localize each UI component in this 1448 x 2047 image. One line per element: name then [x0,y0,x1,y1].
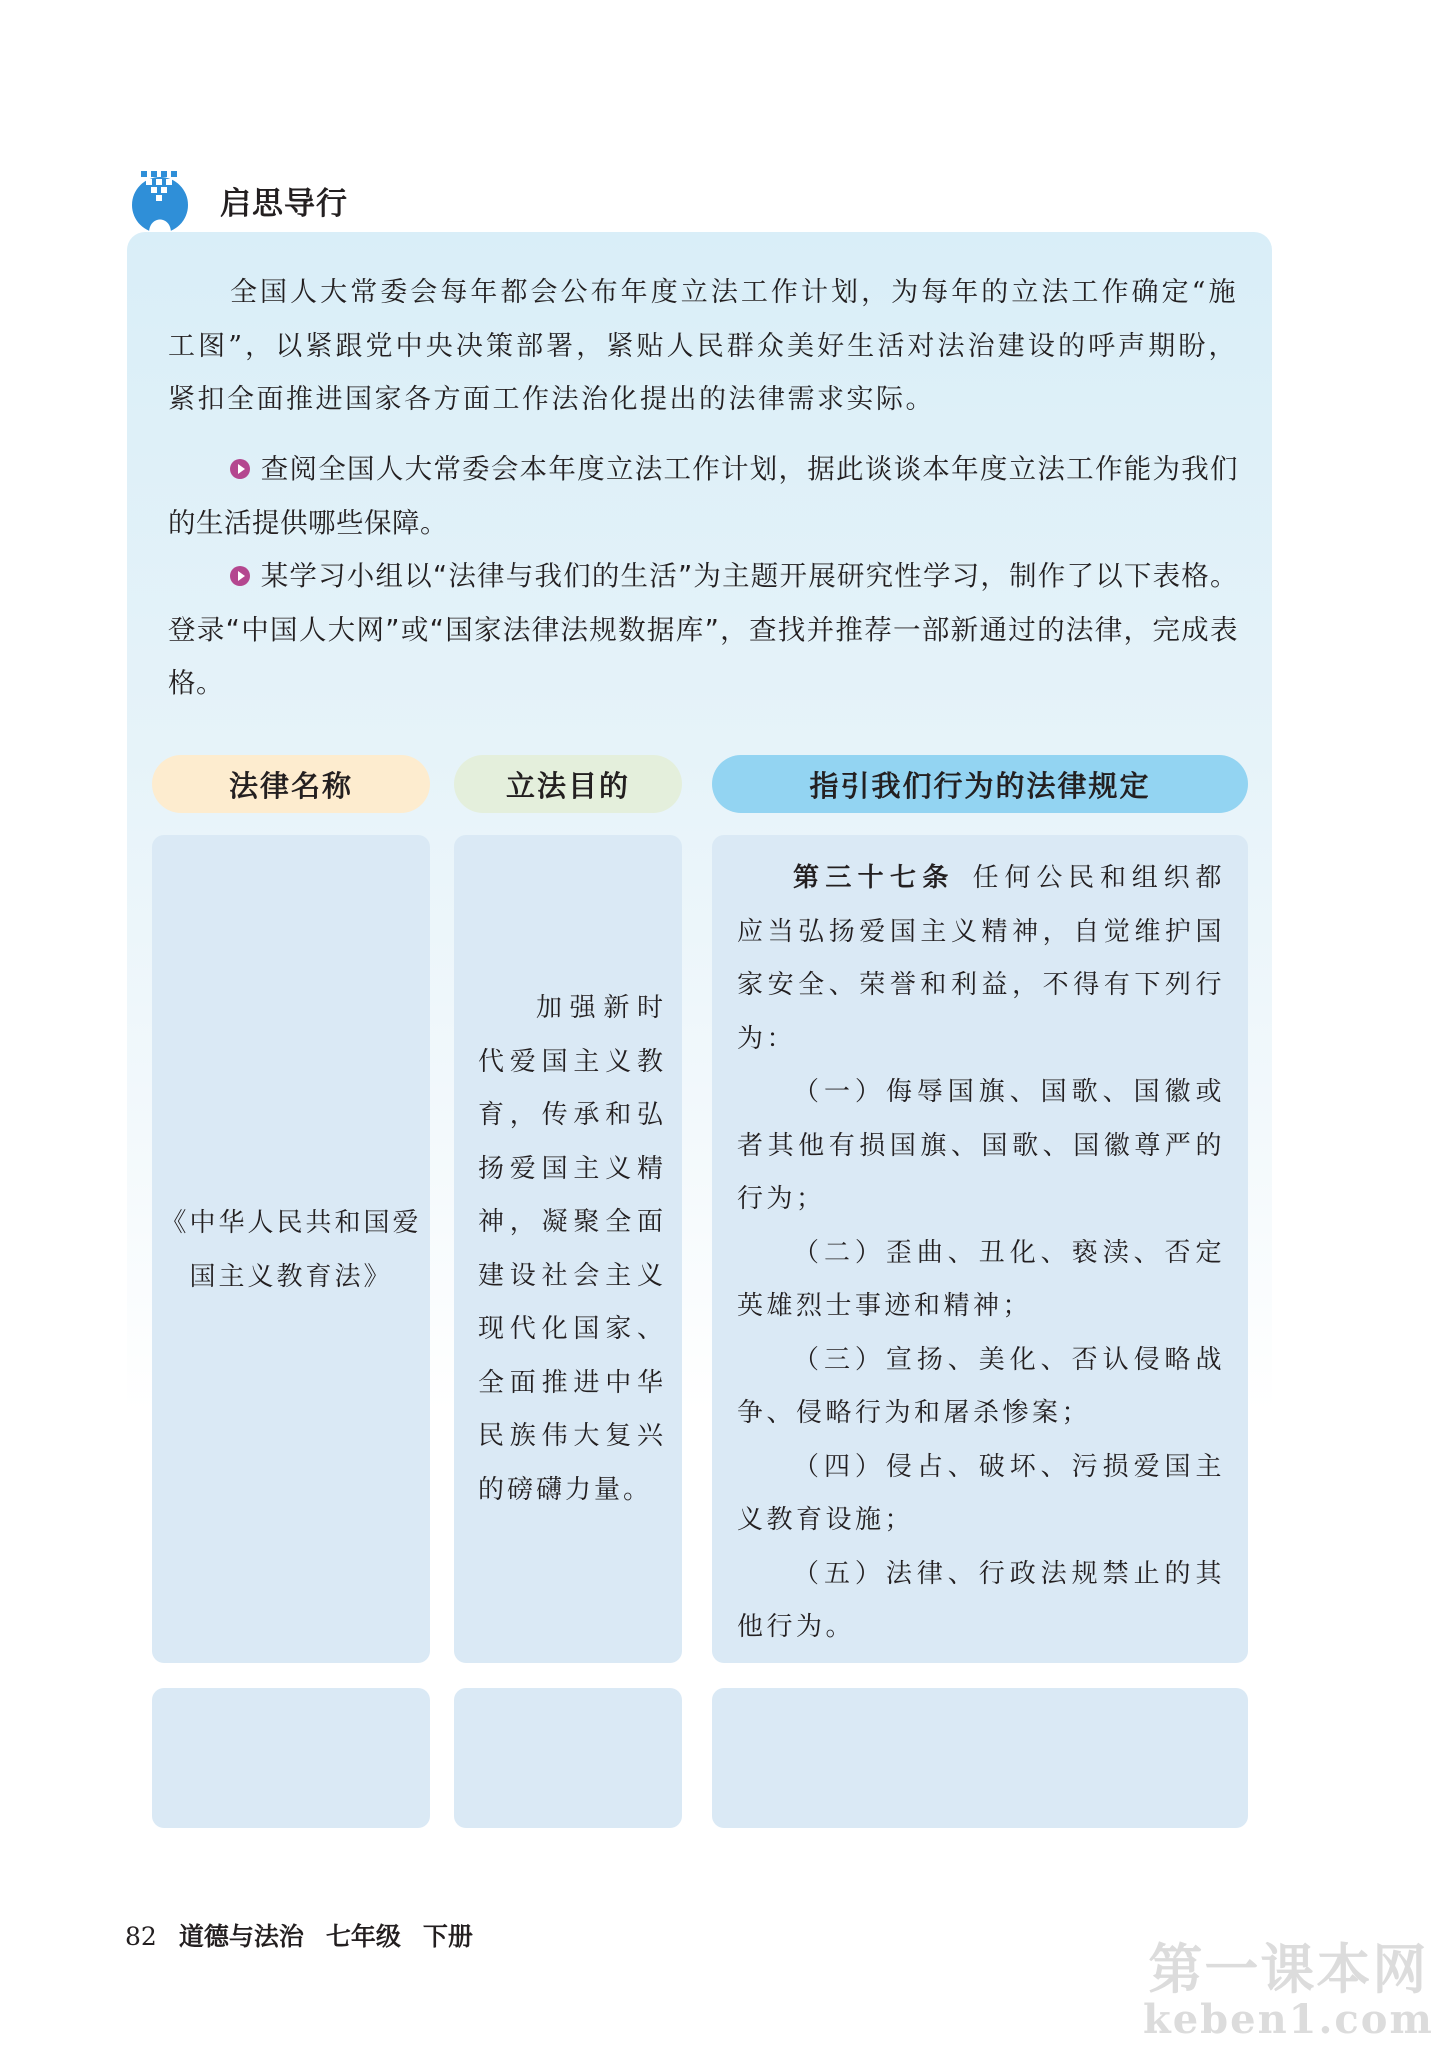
question-2-text: 某学习小组以“法律与我们的生活”为主题开展研究性学习，制作了以下表格。登录“中国人大网”或“国家法律法规数据库”，查找并推荐一部新通过的法律，完成表格。 [168,560,1238,699]
provision-item: （四）侵占、破坏、污损爱国主义教育设施； [737,1451,1225,1535]
purpose-text: 加强新时代爱国主义教育，传承和弘扬爱国主义精神，凝聚全面建设社会主义现代化国家、全面推进中华民族伟大复兴的磅礴力量。 [478,993,666,1505]
law-name-text: 《中华人民共和国爱国主义教育法》 [160,1208,422,1292]
question-1 [168,443,1238,550]
book-subject: 道德与法治 [178,1922,304,1951]
article-body: 任何公民和组织都应当弘扬爱国主义精神，自觉维护国家安全、荣誉和利益，不得有下列行为： [737,863,1225,1054]
provision-text [737,852,1225,1655]
empty-cell-law-name[interactable] [152,1688,430,1828]
provision-item: （一）侮辱国旗、国歌、国徽或者其他有损国旗、国歌、国徽尊严的行为； [737,1077,1225,1214]
empty-cell-purpose[interactable] [454,1688,682,1828]
question-2 [168,550,1238,711]
section-title: 启思导行 [220,186,348,222]
provision-item: （三）宣扬、美化、否认侵略战争、侵略行为和屠杀惨案； [737,1344,1225,1428]
page-footer [125,1917,495,1953]
article-paragraph [737,852,1225,1066]
header-purpose: 立法目的 [454,755,682,813]
play-marker-icon [230,566,250,586]
intro-paragraph: 全国人大常委会每年都会公布年度立法工作计划，为每年的立法工作确定“施工图”，以紧跟党中央决策部署，紧贴人民群众美好生活对法治建设的呼声期盼，紧扣全面推进国家各方面工作法治化提出的法律需求实际。 [168,277,1238,415]
header-law-name: 法律名称 [152,755,430,813]
book-volume: 下册 [422,1922,473,1951]
watermark [1143,1937,1434,2043]
empty-cell-provision[interactable] [712,1688,1248,1828]
provision-item: （二）歪曲、丑化、亵渎、否定英雄烈士事迹和精神； [737,1237,1225,1321]
header-provision: 指引我们行为的法律规定 [712,755,1248,813]
watermark-title: 第一课本网 [1148,1937,1429,2001]
watermark-url: keben1.com [1143,1996,1434,2043]
section-badge-icon [125,165,195,235]
question-1-text: 查阅全国人大常委会本年度立法工作计划，据此谈谈本年度立法工作能为我们的生活提供哪些保障。 [168,453,1238,539]
book-grade: 七年级 [325,1922,401,1951]
play-marker-icon [230,459,250,479]
page-number: 82 [125,1922,157,1951]
article-title: 第三十七条 [793,863,955,893]
provision-item: （五）法律、行政法规禁止的其他行为。 [737,1558,1225,1642]
